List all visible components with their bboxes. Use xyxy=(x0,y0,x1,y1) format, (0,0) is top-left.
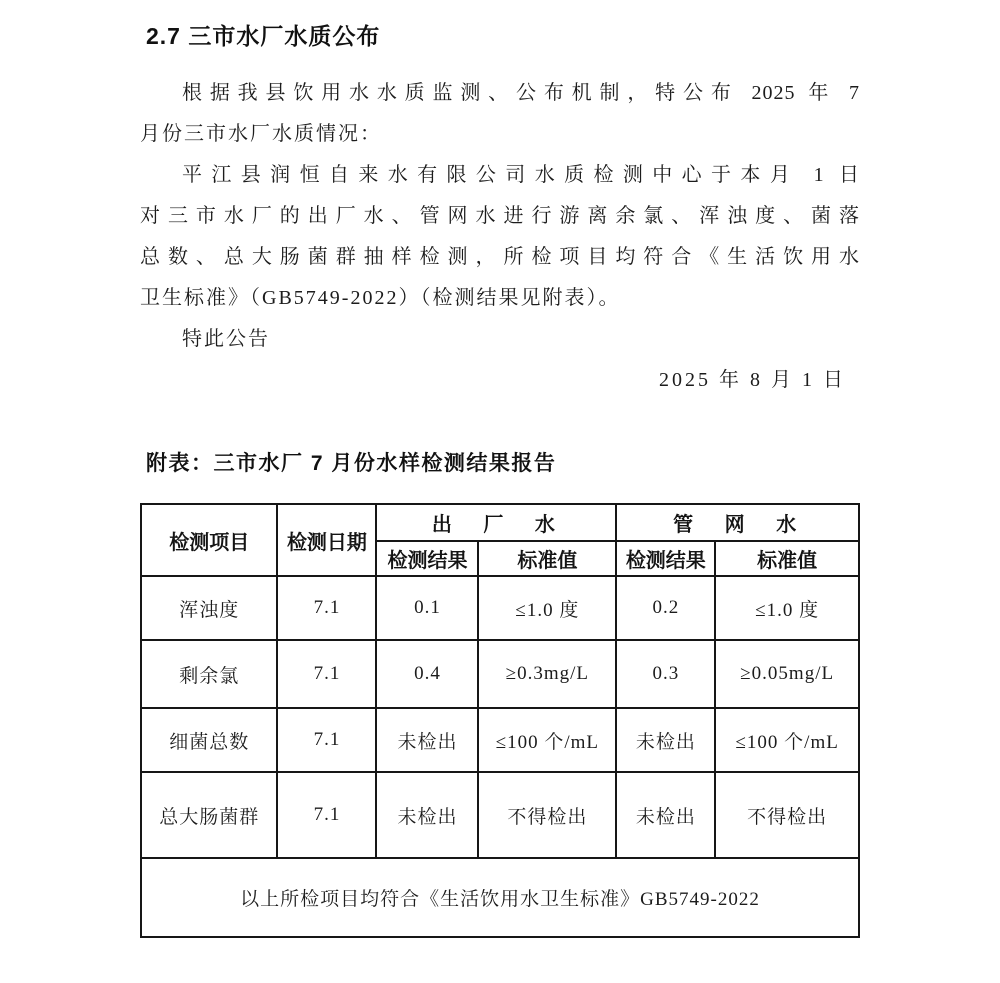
cell-factory-result: 0.1 xyxy=(376,576,478,640)
cell-date: 7.1 xyxy=(277,576,376,640)
cell-network-standard: ≤100 个/mL xyxy=(715,708,859,772)
announcement-body xyxy=(140,73,860,401)
cell-factory-standard: ≤1.0 度 xyxy=(478,576,616,640)
paragraph2-line4: 卫生标准》（GB5749-2022）（检测结果见附表）。 xyxy=(140,287,621,309)
table-footnote: 以上所检项目均符合《生活饮用水卫生标准》GB5749-2022 xyxy=(141,858,859,937)
cell-factory-result: 未检出 xyxy=(376,708,478,772)
paragraph2-line2: 对三市水厂的出厂水、管网水进行游离余氯、浑浊度、菌落 xyxy=(140,205,860,227)
table-row-bacteria-total xyxy=(141,708,859,772)
paragraph2-line3: 总数、总大肠菌群抽样检测，所检项目均符合《生活饮用水 xyxy=(140,246,860,268)
cell-item: 剩余氯 xyxy=(141,640,277,708)
paragraph2-line1: 平江县润恒自来水有限公司水质检测中心于本月 1 日 xyxy=(182,164,860,186)
cell-item: 细菌总数 xyxy=(141,708,277,772)
cell-factory-standard: 不得检出 xyxy=(478,772,616,858)
cell-date: 7.1 xyxy=(277,640,376,708)
header-network-result: 检测结果 xyxy=(616,541,715,576)
section-title: 2.7 三市水厂水质公布 xyxy=(146,23,381,49)
cell-factory-result: 0.4 xyxy=(376,640,478,708)
cell-network-standard: ≥0.05mg/L xyxy=(715,640,859,708)
table-row-coliform xyxy=(141,772,859,858)
cell-factory-result: 未检出 xyxy=(376,772,478,858)
notice-line: 特此公告 xyxy=(182,328,270,350)
cell-network-result: 0.3 xyxy=(616,640,715,708)
cell-item: 浑浊度 xyxy=(141,576,277,640)
header-row-groups xyxy=(141,504,859,541)
header-date: 检测日期 xyxy=(277,504,376,576)
cell-date: 7.1 xyxy=(277,708,376,772)
cell-network-result: 未检出 xyxy=(616,772,715,858)
header-item: 检测项目 xyxy=(141,504,277,576)
table-footer-row xyxy=(141,858,859,937)
header-factory-result: 检测结果 xyxy=(376,541,478,576)
header-factory-standard: 标准值 xyxy=(478,541,616,576)
cell-network-standard: ≤1.0 度 xyxy=(715,576,859,640)
cell-date: 7.1 xyxy=(277,772,376,858)
header-factory-water: 出 厂 水 xyxy=(376,504,616,541)
cell-network-standard: 不得检出 xyxy=(715,772,859,858)
cell-factory-standard: ≤100 个/mL xyxy=(478,708,616,772)
date-line: 2025 年 8 月 1 日 xyxy=(659,369,846,391)
table-title: 附表：三市水厂 7 月份水样检测结果报告 xyxy=(146,452,557,475)
header-network-standard: 标准值 xyxy=(715,541,859,576)
cell-factory-standard: ≥0.3mg/L xyxy=(478,640,616,708)
cell-network-result: 0.2 xyxy=(616,576,715,640)
table-row-residual-chlorine xyxy=(141,640,859,708)
cell-item: 总大肠菌群 xyxy=(141,772,277,858)
water-quality-table xyxy=(140,503,860,938)
paragraph1-line2: 月份三市水厂水质情况： xyxy=(140,123,382,145)
table-row-turbidity xyxy=(141,576,859,640)
paragraph1-line1: 根据我县饮用水水质监测、公布机制，特公布 2025 年 7 xyxy=(182,82,860,104)
header-network-water: 管 网 水 xyxy=(616,504,859,541)
cell-network-result: 未检出 xyxy=(616,708,715,772)
